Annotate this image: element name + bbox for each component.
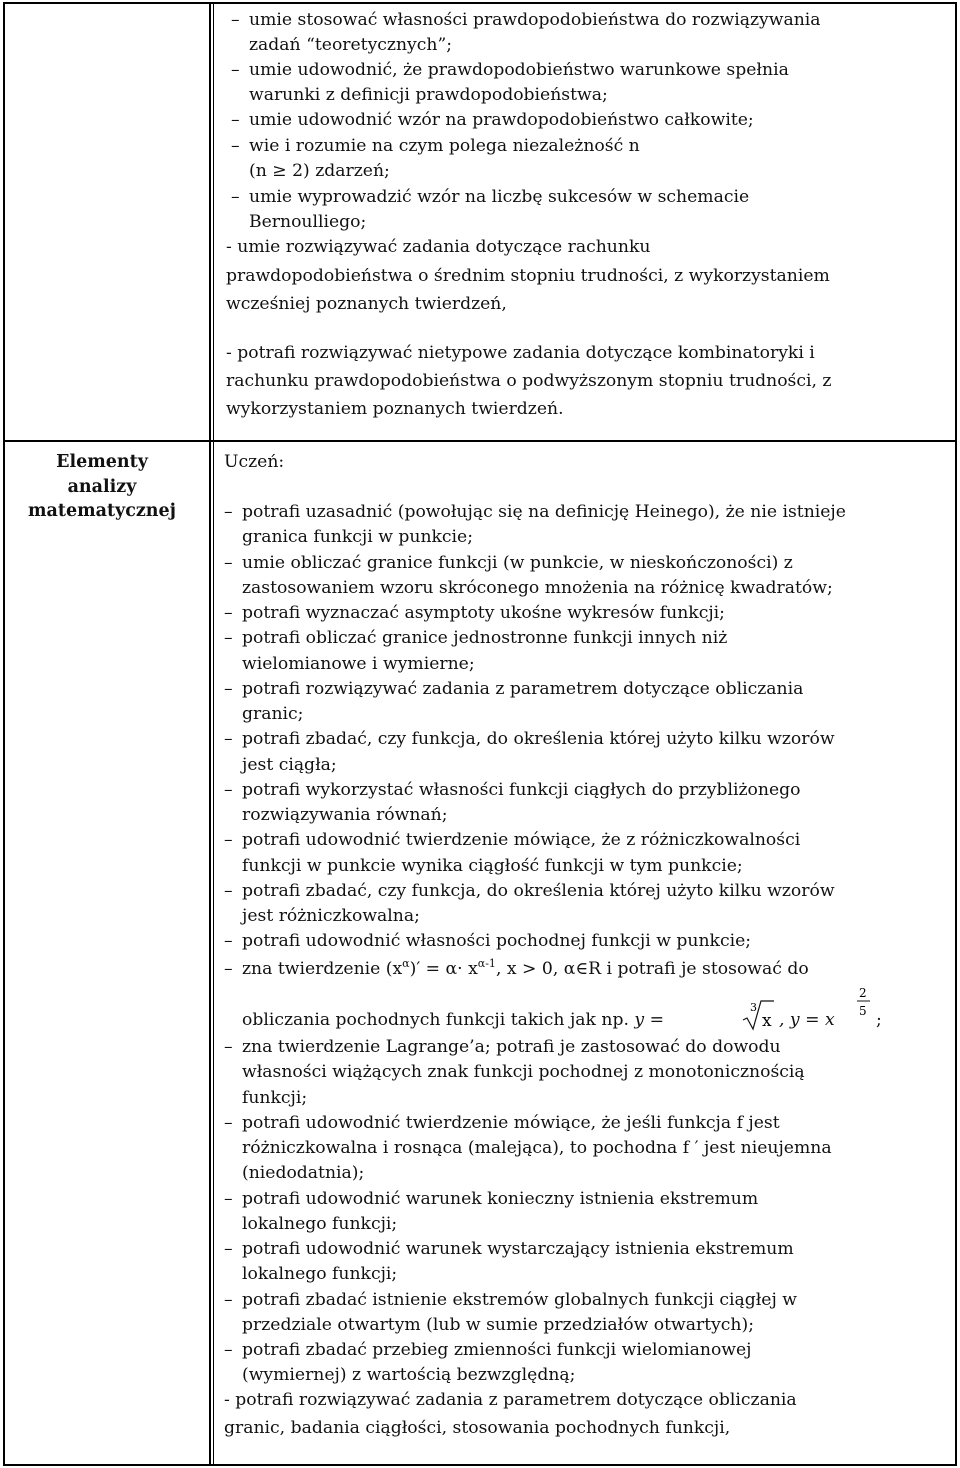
list-item-line: potrafi udowodnić twierdzenie mówiące, że z różniczkowalności (242, 830, 801, 851)
list-item-line: przedziale otwartym (lub w sumie przedziałów otwartych); (242, 1314, 754, 1335)
list-item-line: potrafi udowodnić warunek konieczny istnienia ekstremum (242, 1188, 759, 1209)
list-item-line: granica funkcji w punkcie; (242, 527, 474, 548)
table-border-bottom (3, 1464, 957, 1466)
list-item-line: zna twierdzenie Lagrange’a; potrafi je zastosować do dowodu (242, 1037, 781, 1057)
intro-text: Uczeń: (224, 452, 285, 472)
list-item-line: funkcji w punkcie wynika ciągłość funkcji w tym punkcie; (242, 855, 743, 876)
list-dash: – (224, 779, 233, 800)
list-dash: – (224, 552, 233, 573)
root-radicand: x (762, 1011, 772, 1031)
list-item-line: potrafi zbadać przebieg zmienności funkcji wielomianowej (242, 1340, 752, 1360)
list-item-line: zastosowaniem wzoru skróconego mnożenia na różnicę kwadratów; (242, 577, 833, 598)
list-dash: – (231, 136, 240, 156)
formula-line-1 (242, 959, 809, 979)
list-item-line: Bernoulliego; (249, 212, 367, 232)
list-item-line: lokalnego funkcji; (242, 1213, 398, 1234)
closing-line: granic, badania ciągłości, stosowania pochodnych funkcji, (224, 1418, 731, 1438)
list-item-line: umie wyprowadzić wzór na liczbę sukcesów w schemacie (249, 187, 750, 207)
formula-text: , y = x (779, 1010, 835, 1030)
table-border-top (3, 2, 957, 4)
list-item-line: różniczkowalna i rosnąca (malejąca), to pochodna f ′ jest nieujemna (242, 1138, 832, 1158)
list-dash: – (224, 1239, 233, 1259)
list-item-line: warunki z definicji prawdopodobieństwa; (249, 85, 608, 105)
formula-sup: α-1 (477, 957, 496, 970)
list-item-line: potrafi zbadać, czy funkcja, do określenia której użyto kilku wzorów (242, 729, 835, 750)
list-item-line: wie i rozumie na czym polega niezależność n (249, 136, 640, 156)
list-item-line: lokalnego funkcji; (242, 1264, 398, 1285)
list-item-line: potrafi rozwiązywać zadania z parametrem dotyczące obliczania (242, 678, 804, 699)
list-dash: – (224, 1112, 233, 1133)
row-divider (3, 440, 957, 442)
list-item-line: jest ciągła; (242, 754, 337, 775)
list-dash: – (224, 502, 233, 522)
list-item-line: umie obliczać granice funkcji (w punkcie, w nieskończoności) z (242, 552, 793, 573)
list-item-line: rozwiązywania równań; (242, 805, 448, 825)
list-dash: – (224, 1037, 233, 1057)
list-dash: – (224, 1340, 233, 1360)
list-item-line: potrafi zbadać, czy funkcja, do określenia której użyto kilku wzorów (242, 880, 835, 901)
list-dash: – (231, 60, 240, 80)
section-label-line: analizy (67, 476, 137, 497)
formula-line-2 (242, 1010, 664, 1030)
paragraph-line: wykorzystaniem poznanych twierdzeń. (226, 399, 564, 419)
list-item-line: granic; (242, 704, 304, 724)
list-item-line: potrafi obliczać granice jednostronne funkcji innych niż (242, 628, 728, 649)
list-dash: – (224, 628, 233, 649)
paragraph-line: rachunku prawdopodobieństwa o podwyższonym stopniu trudności, z (226, 371, 832, 391)
list-item-line: wielomianowe i wymierne; (242, 653, 475, 674)
table-border-mid (209, 2, 211, 1466)
list-item-line: umie udowodnić wzór na prawdopodobieństwo całkowite; (249, 110, 754, 130)
list-dash: – (224, 603, 233, 623)
section-label-line: matematycznej (28, 501, 176, 521)
fraction-exponent (856, 982, 874, 1026)
list-dash: – (224, 959, 233, 979)
formula-end: ; (876, 1010, 882, 1030)
list-dash: – (231, 187, 240, 207)
list-dash: – (224, 931, 233, 952)
list-item-line: własności wiążących znak funkcji pochodnej z monotonicznością (242, 1062, 805, 1083)
list-dash: – (224, 1188, 233, 1209)
exponent-numerator: 2 (859, 986, 867, 1000)
list-item-line: potrafi wyznaczać asymptoty ukośne wykresów funkcji; (242, 603, 725, 623)
list-item-line: (n ≥ 2) zdarzeń; (249, 161, 390, 181)
paragraph-line: - potrafi rozwiązywać nietypowe zadania dotyczące kombinatoryki i (226, 343, 815, 363)
paragraph-line: wcześniej poznanych twierdzeń, (226, 294, 507, 314)
list-item-line: potrafi udowodnić własności pochodnej funkcji w punkcie; (242, 931, 752, 952)
list-dash: – (231, 10, 240, 30)
list-item-line: umie stosować własności prawdopodobieństwa do rozwiązywania (249, 10, 821, 30)
closing-line: - potrafi rozwiązywać zadania z parametrem dotyczące obliczania (224, 1390, 797, 1410)
list-item-line: funkcji; (242, 1087, 308, 1108)
table-border-mid-inner (213, 2, 214, 1466)
list-item-line: potrafi uzasadnić (powołując się na definicję Heinego), że nie istnieje (242, 502, 846, 522)
list-dash: – (224, 729, 233, 750)
list-item-line: potrafi udowodnić twierdzenie mówiące, że jeśli funkcja f jest (242, 1112, 780, 1133)
list-item-line: (niedodatnia); (242, 1163, 365, 1184)
list-item-line: potrafi wykorzystać własności funkcji ciągłych do przybliżonego (242, 779, 801, 800)
formula-sup: α (402, 957, 410, 970)
section-label (2, 450, 202, 524)
list-dash: – (224, 1289, 233, 1310)
table-border-left (3, 2, 5, 1466)
paragraph-line: - umie rozwiązywać zadania dotyczące rachunku (226, 237, 651, 257)
list-item-line: potrafi zbadać istnienie ekstremów globalnych funkcji ciągłej w (242, 1289, 797, 1310)
list-dash: – (224, 678, 233, 699)
formula-text: )′ = α· x (409, 959, 478, 979)
exponent-denominator: 5 (859, 1004, 867, 1018)
list-item-line: umie udowodnić, że prawdopodobieństwo warunkowe spełnia (249, 60, 789, 80)
formula-text: zna twierdzenie (x (242, 959, 403, 979)
list-item-line: (wymiernej) z wartością bezwzględną; (242, 1365, 576, 1386)
paragraph-line: prawdopodobieństwa o średnim stopniu trudności, z wykorzystaniem (226, 266, 830, 286)
formula-text: obliczania pochodnych funkcji takich jak np. (242, 1010, 629, 1030)
list-dash: – (231, 110, 240, 130)
section-label-line: Elementy (56, 452, 148, 472)
list-item-line: jest różniczkowalna; (242, 906, 420, 926)
list-dash: – (224, 880, 233, 901)
formula-text: y = (634, 1010, 664, 1030)
cube-root-symbol (741, 998, 775, 1032)
list-dash: – (224, 830, 233, 851)
list-item-line: potrafi udowodnić warunek wystarczający istnienia ekstremum (242, 1239, 794, 1259)
formula-text: , x > 0, α∈R i potrafi je stosować do (495, 959, 809, 979)
list-item-line: zadań “teoretycznych”; (249, 35, 453, 55)
table-border-right (955, 2, 957, 1466)
root-index: 3 (750, 1001, 757, 1014)
formula-line-2b (779, 1010, 835, 1030)
